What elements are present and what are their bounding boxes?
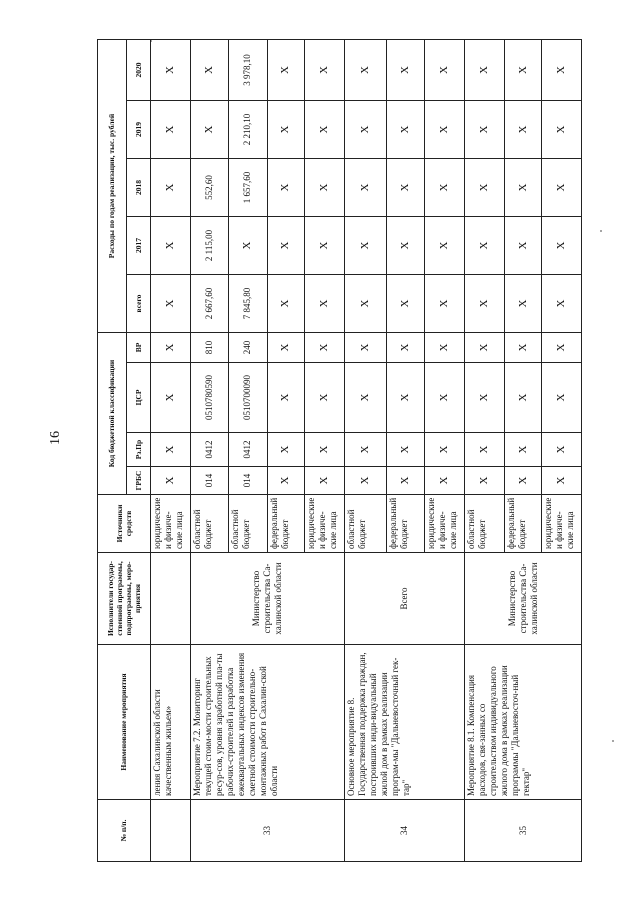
value-cell: Х: [344, 40, 386, 101]
value-cell: Х: [504, 333, 541, 363]
executor-cell: Министерство строительства Са-халинской области: [465, 553, 582, 645]
num-cell: 34: [344, 800, 464, 862]
value-cell: Х: [305, 217, 345, 275]
value-cell: Х: [305, 101, 345, 159]
value-cell: Х: [425, 217, 465, 275]
executor-cell: Министерство строительства Са-халинской области: [190, 553, 344, 645]
value-cell: Х: [465, 363, 505, 433]
value-cell: Х: [425, 467, 465, 495]
value-cell: Х: [305, 40, 345, 101]
header-executor: Исполнители государ-ственной программы, подпрограммы, меро-приятия: [98, 553, 151, 645]
value-cell: Х: [465, 433, 505, 467]
source-cell: областной бюджет: [344, 495, 386, 553]
value-cell: Х: [150, 101, 190, 159]
header-total: всего: [126, 275, 150, 333]
value-cell: Х: [267, 467, 304, 495]
name-cell: Мероприятие 7.2. Мониторинг текущей стоим-мости строительных ресур-сов, уровня заработной пла-ты рабочих-строителей и разработка ежеквартальных индексов изменения сметной стоимости строительно-монтажных работ в Сахалин-ской области: [190, 645, 344, 800]
header-rzpr: Рз.Пр: [126, 433, 150, 467]
value-cell: Х: [425, 433, 465, 467]
value-cell: Х: [267, 159, 304, 217]
num-cell: 35: [465, 800, 582, 862]
value-cell: Х: [504, 217, 541, 275]
executor-cell: Всего: [344, 553, 464, 645]
value-cell: 7 845,80: [229, 275, 268, 333]
value-cell: Х: [542, 333, 582, 363]
value-cell: Х: [150, 40, 190, 101]
value-cell: Х: [542, 467, 582, 495]
source-cell: юридические и физиче-ские лица: [150, 495, 190, 553]
value-cell: Х: [267, 433, 304, 467]
value-cell: Х: [305, 433, 345, 467]
num-cell: [150, 800, 190, 862]
value-cell: Х: [305, 467, 345, 495]
value-cell: Х: [267, 275, 304, 333]
value-cell: 2 115,00: [190, 217, 229, 275]
value-cell: Х: [386, 363, 425, 433]
value-cell: Х: [542, 159, 582, 217]
value-cell: 0412: [190, 433, 229, 467]
value-cell: Х: [344, 159, 386, 217]
value-cell: Х: [150, 433, 190, 467]
value-cell: Х: [504, 40, 541, 101]
value-cell: Х: [542, 275, 582, 333]
value-cell: Х: [150, 333, 190, 363]
header-expenses: Расходы по годам реализации, тыс. рублей: [98, 40, 127, 333]
value-cell: Х: [305, 275, 345, 333]
value-cell: Х: [344, 275, 386, 333]
source-cell: областной бюджет: [190, 495, 229, 553]
value-cell: Х: [465, 217, 505, 275]
source-cell: областной бюджет: [465, 495, 505, 553]
source-cell: федеральный бюджет: [267, 495, 304, 553]
value-cell: Х: [190, 40, 229, 101]
source-cell: федеральный бюджет: [504, 495, 541, 553]
value-cell: Х: [386, 40, 425, 101]
rotated-table-wrapper: [97, 40, 582, 862]
value-cell: Х: [504, 159, 541, 217]
header-2019: 2019: [126, 101, 150, 159]
value-cell: Х: [504, 275, 541, 333]
value-cell: 810: [190, 333, 229, 363]
value-cell: Х: [425, 363, 465, 433]
value-cell: Х: [267, 40, 304, 101]
value-cell: 014: [190, 467, 229, 495]
value-cell: Х: [305, 333, 345, 363]
header-num: № п/п.: [98, 800, 151, 862]
value-cell: Х: [465, 333, 505, 363]
value-cell: Х: [386, 467, 425, 495]
header-grbs: ГРБС: [126, 467, 150, 495]
value-cell: Х: [150, 159, 190, 217]
table-row: [150, 40, 190, 862]
value-cell: Х: [425, 275, 465, 333]
source-cell: юридические и физиче-ские лица: [305, 495, 345, 553]
header-name: Наименование мероприятия: [98, 645, 151, 800]
name-cell: ления Сахалинской области качественным жильем»: [150, 645, 190, 800]
value-cell: Х: [386, 333, 425, 363]
value-cell: Х: [425, 40, 465, 101]
value-cell: Х: [267, 101, 304, 159]
value-cell: Х: [465, 275, 505, 333]
scan-speck: [600, 230, 602, 232]
header-kbk: Код бюджетной классификации: [98, 333, 127, 495]
value-cell: Х: [504, 101, 541, 159]
value-cell: Х: [504, 467, 541, 495]
value-cell: Х: [542, 217, 582, 275]
value-cell: Х: [344, 101, 386, 159]
value-cell: Х: [465, 101, 505, 159]
value-cell: 2 667,60: [190, 275, 229, 333]
header-2017: 2017: [126, 217, 150, 275]
scan-speck: [612, 740, 614, 742]
executor-cell: [150, 553, 190, 645]
table-row: [344, 40, 386, 862]
budget-table: [97, 39, 582, 862]
value-cell: Х: [465, 40, 505, 101]
value-cell: Х: [386, 159, 425, 217]
table-row: [465, 40, 505, 862]
value-cell: Х: [344, 333, 386, 363]
value-cell: 2 210,10: [229, 101, 268, 159]
header-vr: ВР: [126, 333, 150, 363]
value-cell: Х: [150, 467, 190, 495]
source-cell: юридические и физиче-ские лица: [425, 495, 465, 553]
header-2018: 2018: [126, 159, 150, 217]
header-csr: ЦСР: [126, 363, 150, 433]
value-cell: 0510700090: [229, 363, 268, 433]
value-cell: Х: [465, 159, 505, 217]
value-cell: Х: [305, 363, 345, 433]
source-cell: федеральный бюджет: [386, 495, 425, 553]
value-cell: Х: [386, 101, 425, 159]
value-cell: 3 978,10: [229, 40, 268, 101]
value-cell: Х: [267, 363, 304, 433]
value-cell: Х: [190, 101, 229, 159]
value-cell: Х: [465, 467, 505, 495]
value-cell: Х: [542, 101, 582, 159]
value-cell: Х: [344, 433, 386, 467]
header-2020: 2020: [126, 40, 150, 101]
table-row: [190, 40, 229, 862]
value-cell: 0412: [229, 433, 268, 467]
name-cell: Основное мероприятие 8. Государственная поддержка граждан, построивших инди-видуальный жилой дом в рамках реализации програм-мы "Дальневосточный гек-тар": [344, 645, 464, 800]
num-cell: 33: [190, 800, 344, 862]
value-cell: Х: [425, 159, 465, 217]
value-cell: 240: [229, 333, 268, 363]
value-cell: Х: [542, 433, 582, 467]
name-cell: Мероприятие 8.1. Компенсация расходов, свя-занных со строительством индивидуального жилого дома в рамках реализации программы "Дальневосточ-ный гектар": [465, 645, 582, 800]
value-cell: Х: [504, 363, 541, 433]
value-cell: Х: [542, 40, 582, 101]
header-row-1: [98, 40, 127, 862]
value-cell: Х: [267, 333, 304, 363]
source-cell: областной бюджет: [229, 495, 268, 553]
value-cell: 1 657,60: [229, 159, 268, 217]
value-cell: 552,60: [190, 159, 229, 217]
value-cell: Х: [150, 217, 190, 275]
value-cell: Х: [425, 101, 465, 159]
value-cell: Х: [229, 217, 268, 275]
value-cell: Х: [267, 217, 304, 275]
value-cell: 014: [229, 467, 268, 495]
value-cell: Х: [386, 217, 425, 275]
value-cell: Х: [344, 363, 386, 433]
value-cell: 0510780590: [190, 363, 229, 433]
value-cell: Х: [504, 433, 541, 467]
value-cell: Х: [344, 467, 386, 495]
value-cell: Х: [542, 363, 582, 433]
source-cell: юридические и физиче-ские лица: [542, 495, 582, 553]
page-number: 16: [48, 431, 63, 445]
value-cell: Х: [425, 333, 465, 363]
value-cell: Х: [305, 159, 345, 217]
value-cell: Х: [386, 275, 425, 333]
value-cell: Х: [150, 363, 190, 433]
value-cell: Х: [386, 433, 425, 467]
value-cell: Х: [344, 217, 386, 275]
header-source: Источники средств: [98, 495, 151, 553]
value-cell: Х: [150, 275, 190, 333]
